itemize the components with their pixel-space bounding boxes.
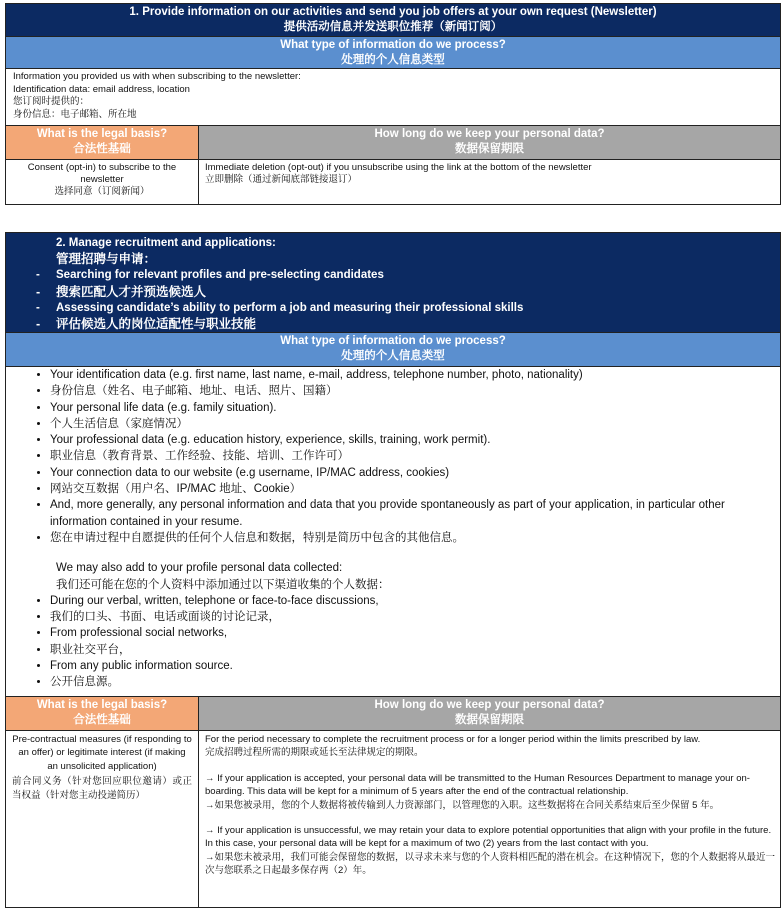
- basis-en: Consent (opt-in) to subscribe to the newsletter: [27, 162, 177, 185]
- section1-title-en: 1. Provide information on our activities and send you job offers at your own request (Newsletter): [129, 6, 657, 18]
- retention-p2-zh: →如果您被录用，您的个人数据将被传输到人力资源部门，以管理您的入职。这些数据将在合同关系结束后至少保留 5 年。: [205, 799, 720, 811]
- list-item: • 网站交互数据（用户名、IP/MAC 地址、Cookie）: [50, 481, 780, 497]
- section2-info-type-header: [6, 332, 780, 366]
- dash-marker: -: [36, 269, 40, 282]
- legal-basis-title-en: What is the legal basis?: [36, 699, 168, 711]
- info-type-title-en: What type of information do we process?: [280, 335, 506, 347]
- basis-zh: 选择同意（订阅新闻）: [54, 186, 150, 197]
- newsletter-table: [5, 3, 781, 205]
- retention-cell: [199, 731, 780, 907]
- recruitment-table: [5, 232, 781, 908]
- retention-title-en: How long do we keep your personal data?: [374, 699, 605, 711]
- dash-marker: -: [36, 317, 41, 332]
- retention-p3-en: → If your application is unsuccessful, we may retain your data to explore potential opportunities that align with your profile in the future. In this case, your personal data will be kept for a maximum of two (2) years from the last contact with you.: [205, 825, 772, 850]
- retention-p1-zh: 完成招聘过程所需的期限或延长至法律规定的期限。: [205, 747, 424, 759]
- info-line: Identification data: email address, location: [13, 83, 190, 95]
- section1-basis-row: [6, 159, 780, 204]
- info-line: 身份信息：电子邮箱、所在地: [13, 108, 137, 120]
- list-item: • Your personal life data (e.g. family situation).: [50, 400, 780, 416]
- purpose-item: [6, 267, 780, 283]
- retention-text-en: Immediate deletion (opt-out) if you unsubscribe using the link at the bottom of the newsletter: [205, 162, 592, 173]
- list-item: • 职业社交平台，: [50, 642, 780, 658]
- list-item: • 身份信息（姓名、电子邮箱、地址、电话、照片、国籍）: [50, 383, 780, 399]
- section1-info-type-header: [6, 36, 780, 68]
- list-item: • From any public information source.: [50, 658, 780, 674]
- legal-basis-title-zh: 合法性基础: [73, 714, 131, 726]
- info-type-title-zh: 处理的个人信息类型: [341, 54, 445, 66]
- legal-basis-cell: [6, 160, 199, 204]
- retention-header: [199, 126, 780, 159]
- list-item: • And, more generally, any personal information and data that you provide spontaneously as part of your application, in particular other information contained in your resume.: [50, 497, 780, 530]
- section1-basis-header-row: [6, 125, 780, 159]
- purpose-item: [6, 316, 780, 332]
- legal-basis-cell: [6, 731, 199, 907]
- purpose-text: 搜索匹配人才并预选候选人: [56, 284, 207, 299]
- retention-title-zh: 数据保留期限: [455, 143, 524, 155]
- section2-basis-header-row: [6, 696, 780, 730]
- section1-info-body: [6, 68, 780, 125]
- list-item: • During our verbal, written, telephone or face-to-face discussions,: [50, 593, 780, 609]
- list-item: • 您在申请过程中自愿提供的任何个人信息和数据，特别是简历中包含的其他信息。: [50, 530, 780, 546]
- legal-basis-header: [6, 697, 199, 730]
- dash-marker: -: [36, 301, 40, 314]
- collected-intro: [6, 560, 780, 593]
- list-item: • From professional social networks,: [50, 625, 780, 641]
- purpose-text: Searching for relevant profiles and pre-selecting candidates: [56, 269, 384, 282]
- list-item: • Your connection data to our website (e.g username, IP/MAC address, cookies): [50, 465, 780, 481]
- info-line: Information you provided us with when subscribing to the newsletter:: [13, 71, 301, 82]
- info-type-title-zh: 处理的个人信息类型: [341, 350, 445, 362]
- info-line: 您订阅时提供的：: [13, 96, 90, 107]
- list-item: • 公开信息源。: [50, 674, 780, 690]
- section1-header: [6, 4, 780, 36]
- section1-title-zh: 提供活动信息并发送职位推荐（新闻订阅）: [283, 21, 503, 33]
- list-item: • 个人生活信息（家庭情况）: [50, 416, 780, 432]
- retention-p2-en: → If your application is accepted, your personal data will be transmitted to the Human Resources Department to manage your on-boarding. This data will be kept for a minimum of 5 years after the end of the contractual relationship.: [205, 772, 750, 798]
- section2-title-zh: 管理招聘与申请：: [56, 252, 157, 267]
- purpose-text: Assessing candidate’s ability to perform a job and measuring their professional skills: [56, 301, 524, 314]
- basis-zh: 前合同义务（针对您回应职位邀请）或正当权益（针对您主动投递简历）: [12, 776, 192, 801]
- purpose-item: [6, 284, 780, 300]
- legal-basis-header: [6, 126, 199, 159]
- collected-en: We may also add to your profile personal data collected:: [56, 562, 343, 575]
- info-type-title-en: What type of information do we process?: [280, 39, 506, 51]
- legal-basis-title-zh: 合法性基础: [73, 143, 131, 155]
- retention-cell: [199, 160, 780, 204]
- retention-p3-zh: →如果您未被录用，我们可能会保留您的数据，以寻求未来与您的个人资料相匹配的潜在机会。在这种情况下，您的个人数据将从最近一次与您联系之日起最多保存两（2）年。: [205, 851, 776, 877]
- retention-header: [199, 697, 780, 730]
- retention-text-zh: 立即删除（通过新闻底部链接退订）: [205, 174, 358, 185]
- purpose-item: [6, 300, 780, 316]
- section2-basis-row: [6, 730, 780, 907]
- section2-title-en: 2. Manage recruitment and applications:: [56, 237, 276, 249]
- section2-info-body: [6, 366, 780, 696]
- collected-zh: 我们还可能在您的个人资料中添加通过以下渠道收集的个人数据：: [56, 578, 390, 591]
- retention-title-zh: 数据保留期限: [455, 714, 524, 726]
- list-item: • Your professional data (e.g. education history, experience, skills, training, work permit).: [50, 432, 780, 448]
- list-item: • 我们的口头、书面、电话或面谈的讨论记录，: [50, 609, 780, 625]
- retention-p1-en: For the period necessary to complete the recruitment process or for a longer period within the limits prescribed by law.: [205, 734, 701, 745]
- purpose-text: 评估候选人的岗位适配性与职业技能: [56, 317, 257, 332]
- section2-header: [6, 233, 780, 332]
- basis-en: Pre-contractual measures (if responding to an offer) or legitimate interest (if making an unsolicited application): [12, 734, 192, 772]
- legal-basis-title-en: What is the legal basis?: [36, 128, 168, 140]
- source-list: [6, 593, 780, 691]
- dash-marker: -: [36, 284, 41, 299]
- data-type-list: [6, 367, 780, 546]
- list-item: • 职业信息（教育背景、工作经验、技能、培训、工作许可）: [50, 448, 780, 464]
- list-item: • Your identification data (e.g. first name, last name, e-mail, address, telephone number, photo, nationality): [50, 367, 780, 383]
- retention-title-en: How long do we keep your personal data?: [374, 128, 605, 140]
